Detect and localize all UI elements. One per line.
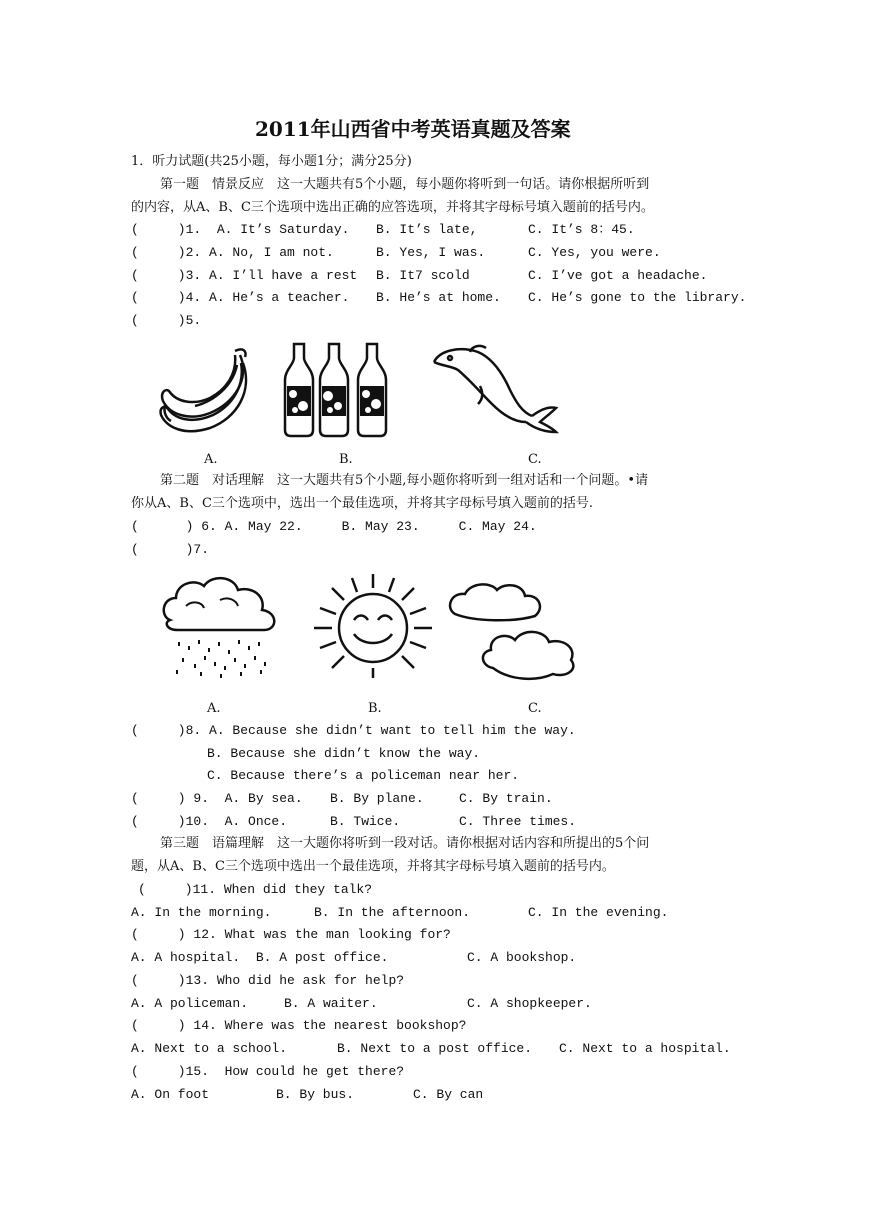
q2-option-c: C. Yes, you were. xyxy=(528,245,661,260)
q11-option-b: B. In the afternoon. xyxy=(314,905,471,920)
q2-option-b: B. Yes, I was. xyxy=(376,245,486,260)
q8-option-b: B. Because she didn’t know the way. xyxy=(207,746,481,761)
part2-instruction-cont: 你从A、B、C三个选项中，选出一个最佳选项，并将其字母标号填入题前的括号. xyxy=(131,496,594,511)
q9-option-c: C. By train. xyxy=(459,791,553,806)
q15-stem: ( )15. How could he get there? xyxy=(131,1064,405,1079)
q14-option-b: B. Next to a post office. xyxy=(337,1041,533,1056)
sun-image xyxy=(310,570,436,680)
q3-option-c: C. I’ve got a headache. xyxy=(528,268,708,283)
part1-instruction: 第一题 情景反应 这一大题共有5个小题，每小题你将听到一句话。请你根据所听到 xyxy=(160,177,650,192)
q15-option-c: C. By can xyxy=(413,1087,484,1102)
bananas-image xyxy=(155,343,255,438)
q1-stem: ( )1. A. It’s Saturday. xyxy=(131,222,350,237)
part3-instruction: 第三题 语篇理解 这一大题你将听到一段对话。请你根据对话内容和所提出的5个问 xyxy=(160,836,650,851)
q15-option-b: B. By bus. xyxy=(276,1087,355,1102)
q11-stem: ( )11. When did they talk? xyxy=(138,882,373,897)
bottles-image xyxy=(283,340,395,438)
dolphin-image xyxy=(430,342,562,434)
q5-stem: ( )5. xyxy=(131,313,202,328)
q9-option-b: B. By plane. xyxy=(330,791,424,806)
page-title: 2011年山西省中考英语真题及答案 xyxy=(255,117,571,141)
q10-stem: ( )10. A. Once. xyxy=(131,814,288,829)
q8-stem: ( )8. A. Because she didn’t want to tell him the way. xyxy=(131,723,576,738)
part2-instruction: 第二题 对话理解 这一大题共有5个小题,每小题你将听到一组对话和一个问题。•请 xyxy=(160,473,649,488)
q12-option-c: C. A bookshop. xyxy=(467,950,577,965)
q8-option-c: C. Because there’s a policeman near her. xyxy=(207,768,520,783)
section-header: 1．听力试题(共25小题，每小题1分；满分25分) xyxy=(131,154,412,169)
q7-stem: ( )7. xyxy=(131,542,210,557)
q5-label-c: C. xyxy=(528,452,542,467)
q7-label-a: A. xyxy=(207,701,221,716)
q14-option-c: C. Next to a hospital. xyxy=(559,1041,731,1056)
q11-option-a: A. In the morning. xyxy=(131,905,272,920)
q6: ( ) 6. A. May 22. B. May 23. C. May 24. xyxy=(131,519,537,534)
q1-option-c: C. It’s 8：45. xyxy=(528,222,635,237)
q3-stem: ( )3. A. I’ll have a rest xyxy=(131,268,358,283)
q14-option-a: A. Next to a school. xyxy=(131,1041,288,1056)
q5-label-b: B. xyxy=(339,452,353,467)
q3-option-b: B. It7 scold xyxy=(376,268,470,283)
q5-label-a: A. xyxy=(204,452,218,467)
q2-stem: ( )2. A. No, I am not. xyxy=(131,245,334,260)
q13-option-c: C. A shopkeeper. xyxy=(467,996,592,1011)
clouds-image xyxy=(445,578,585,684)
q13-stem: ( )13. Who did he ask for help? xyxy=(131,973,405,988)
q1-option-b: B. It’s late, xyxy=(376,222,478,237)
q7-label-b: B. xyxy=(368,701,382,716)
q15-option-a: A. On foot xyxy=(131,1087,210,1102)
q13-option-a: A. A policeman. xyxy=(131,996,249,1011)
part1-instruction-cont: 的内容，从A、B、C三个选项中选出正确的应答选项，并将其字母标号填入题前的括号内。 xyxy=(131,200,654,215)
q13-option-b: B. A waiter. xyxy=(284,996,378,1011)
q9-stem: ( ) 9. A. By sea. xyxy=(131,791,303,806)
q4-option-b: B. He’s at home. xyxy=(376,290,501,305)
q10-option-b: B. Twice. xyxy=(330,814,401,829)
q4-stem: ( )4. A. He’s a teacher. xyxy=(131,290,350,305)
q4-option-c: C. He’s gone to the library. xyxy=(528,290,747,305)
q10-option-c: C. Three times. xyxy=(459,814,577,829)
q12-stem: ( ) 12. What was the man looking for? xyxy=(131,927,451,942)
q12-option-ab: A. A hospital. B. A post office. xyxy=(131,950,389,965)
q11-option-c: C. In the evening. xyxy=(528,905,669,920)
rain-cloud-image xyxy=(158,570,283,680)
part3-instruction-cont: 题，从A、B、C三个选项中选出一个最佳选项，并将其字母标号填入题前的括号内。 xyxy=(131,859,615,874)
q7-label-c: C. xyxy=(528,701,542,716)
q14-stem: ( ) 14. Where was the nearest bookshop? xyxy=(131,1018,467,1033)
